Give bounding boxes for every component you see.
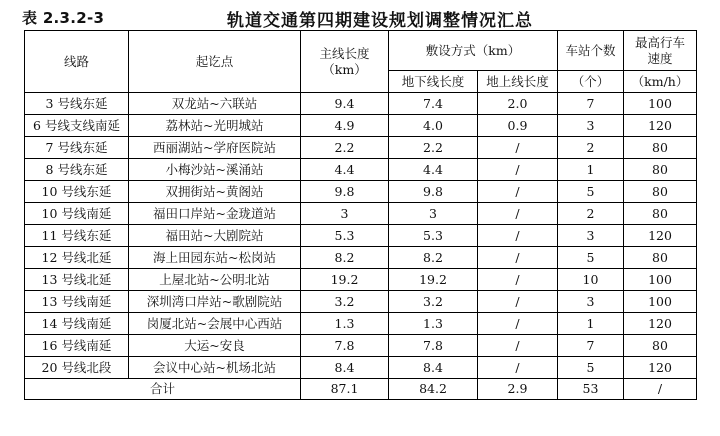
header-speed-unit: （km/h） [624, 71, 697, 93]
header-endpoints: 起讫点 [129, 31, 301, 93]
cell-elevated: / [478, 291, 558, 313]
cell-speed: 100 [624, 291, 697, 313]
table-row [25, 137, 697, 159]
header-main-length-unit: （km） [322, 61, 367, 77]
header-main-length [301, 31, 389, 93]
cell-underground: 19.2 [389, 269, 478, 291]
table-row [25, 93, 697, 115]
cell-line: 14 号线南延 [25, 313, 129, 335]
cell-length: 9.4 [301, 93, 389, 115]
cell-line: 10 号线南延 [25, 203, 129, 225]
table-row [25, 225, 697, 247]
table-row [25, 159, 697, 181]
cell-stations: 5 [558, 357, 624, 379]
header-speed-label-2: 速度 [647, 50, 673, 66]
cell-stations: 1 [558, 159, 624, 181]
table-row [25, 115, 697, 137]
header-stations: 车站个数 [558, 31, 624, 71]
cell-elevated: / [478, 269, 558, 291]
cell-length: 3.2 [301, 291, 389, 313]
total-row [25, 379, 697, 400]
header-laying: 敷设方式（km） [389, 31, 558, 71]
title-row [0, 0, 720, 34]
cell-length: 1.3 [301, 313, 389, 335]
cell-endpoints: 上屋北站~公明北站 [129, 269, 301, 291]
cell-stations: 1 [558, 313, 624, 335]
cell-stations: 7 [558, 335, 624, 357]
cell-line: 13 号线北延 [25, 269, 129, 291]
cell-stations: 5 [558, 247, 624, 269]
cell-length: 5.3 [301, 225, 389, 247]
cell-elevated: / [478, 225, 558, 247]
cell-stations: 10 [558, 269, 624, 291]
cell-elevated: / [478, 159, 558, 181]
cell-speed: 80 [624, 335, 697, 357]
cell-underground: 8.4 [389, 357, 478, 379]
cell-elevated: / [478, 335, 558, 357]
cell-stations: 3 [558, 291, 624, 313]
cell-speed: 80 [624, 181, 697, 203]
cell-endpoints: 福田站~大剧院站 [129, 225, 301, 247]
cell-speed: 80 [624, 159, 697, 181]
table-row [25, 203, 697, 225]
cell-speed: 80 [624, 247, 697, 269]
cell-endpoints: 大运~安良 [129, 335, 301, 357]
cell-speed: 80 [624, 137, 697, 159]
table-body [25, 93, 697, 400]
cell-speed: 120 [624, 115, 697, 137]
cell-line: 7 号线东延 [25, 137, 129, 159]
header-row-1 [25, 31, 697, 71]
cell-endpoints: 深圳湾口岸站~歌剧院站 [129, 291, 301, 313]
cell-endpoints: 小梅沙站~溪涌站 [129, 159, 301, 181]
table-row [25, 291, 697, 313]
header-speed-label-1: 最高行车 [634, 34, 685, 50]
cell-underground: 9.8 [389, 181, 478, 203]
cell-length: 19.2 [301, 269, 389, 291]
cell-length: 3 [301, 203, 389, 225]
cell-underground: 1.3 [389, 313, 478, 335]
cell-line: 3 号线东延 [25, 93, 129, 115]
cell-endpoints: 海上田园东站~松岗站 [129, 247, 301, 269]
cell-length: 7.8 [301, 335, 389, 357]
cell-elevated: / [478, 181, 558, 203]
table-row [25, 181, 697, 203]
cell-endpoints: 西丽湖站~学府医院站 [129, 137, 301, 159]
cell-underground: 2.2 [389, 137, 478, 159]
cell-stations: 3 [558, 115, 624, 137]
cell-length: 2.2 [301, 137, 389, 159]
cell-elevated: / [478, 137, 558, 159]
cell-elevated: 0.9 [478, 115, 558, 137]
header-underground: 地下线长度 [389, 71, 478, 93]
header-elevated: 地上线长度 [478, 71, 558, 93]
cell-elevated: / [478, 247, 558, 269]
cell-line: 12 号线北延 [25, 247, 129, 269]
cell-line: 13 号线南延 [25, 291, 129, 313]
cell-stations: 2 [558, 203, 624, 225]
cell-speed: 100 [624, 269, 697, 291]
cell-speed: 100 [624, 93, 697, 115]
table-header [25, 31, 697, 93]
cell-speed: 120 [624, 313, 697, 335]
total-underground: 84.2 [389, 379, 478, 400]
cell-length: 8.2 [301, 247, 389, 269]
cell-elevated: / [478, 203, 558, 225]
header-line: 线路 [25, 31, 129, 93]
total-speed: / [624, 379, 697, 400]
cell-line: 8 号线东延 [25, 159, 129, 181]
cell-speed: 80 [624, 203, 697, 225]
cell-length: 9.8 [301, 181, 389, 203]
header-stations-unit: （个） [558, 71, 624, 93]
cell-elevated: 2.0 [478, 93, 558, 115]
cell-elevated: / [478, 357, 558, 379]
cell-endpoints: 福田口岸站~金珑道站 [129, 203, 301, 225]
cell-underground: 7.8 [389, 335, 478, 357]
header-speed [624, 31, 697, 71]
cell-stations: 5 [558, 181, 624, 203]
cell-line: 11 号线东延 [25, 225, 129, 247]
cell-stations: 3 [558, 225, 624, 247]
cell-underground: 3.2 [389, 291, 478, 313]
cell-speed: 120 [624, 225, 697, 247]
total-stations: 53 [558, 379, 624, 400]
cell-elevated: / [478, 313, 558, 335]
cell-stations: 2 [558, 137, 624, 159]
header-main-length-label: 主线长度 [319, 45, 370, 61]
total-length: 87.1 [301, 379, 389, 400]
cell-underground: 7.4 [389, 93, 478, 115]
cell-length: 4.4 [301, 159, 389, 181]
cell-endpoints: 双拥街站~黄阁站 [129, 181, 301, 203]
table-row [25, 335, 697, 357]
cell-endpoints: 荔林站~光明城站 [129, 115, 301, 137]
cell-length: 4.9 [301, 115, 389, 137]
cell-line: 6 号线支线南延 [25, 115, 129, 137]
cell-underground: 3 [389, 203, 478, 225]
table-row [25, 269, 697, 291]
summary-table [24, 30, 697, 400]
cell-endpoints: 会议中心站~机场北站 [129, 357, 301, 379]
cell-endpoints: 岗厦北站~会展中心西站 [129, 313, 301, 335]
cell-speed: 120 [624, 357, 697, 379]
cell-line: 16 号线南延 [25, 335, 129, 357]
cell-endpoints: 双龙站~六联站 [129, 93, 301, 115]
table-row [25, 247, 697, 269]
cell-line: 20 号线北段 [25, 357, 129, 379]
cell-underground: 4.0 [389, 115, 478, 137]
total-label: 合计 [25, 379, 301, 400]
table-row [25, 357, 697, 379]
table-title: 轨道交通第四期建设规划调整情况汇总 [227, 11, 533, 31]
cell-line: 10 号线东延 [25, 181, 129, 203]
cell-underground: 4.4 [389, 159, 478, 181]
cell-length: 8.4 [301, 357, 389, 379]
table-row [25, 313, 697, 335]
cell-stations: 7 [558, 93, 624, 115]
cell-underground: 8.2 [389, 247, 478, 269]
total-elevated: 2.9 [478, 379, 558, 400]
cell-underground: 5.3 [389, 225, 478, 247]
table-number: 表 2.3.2-3 [22, 9, 105, 27]
